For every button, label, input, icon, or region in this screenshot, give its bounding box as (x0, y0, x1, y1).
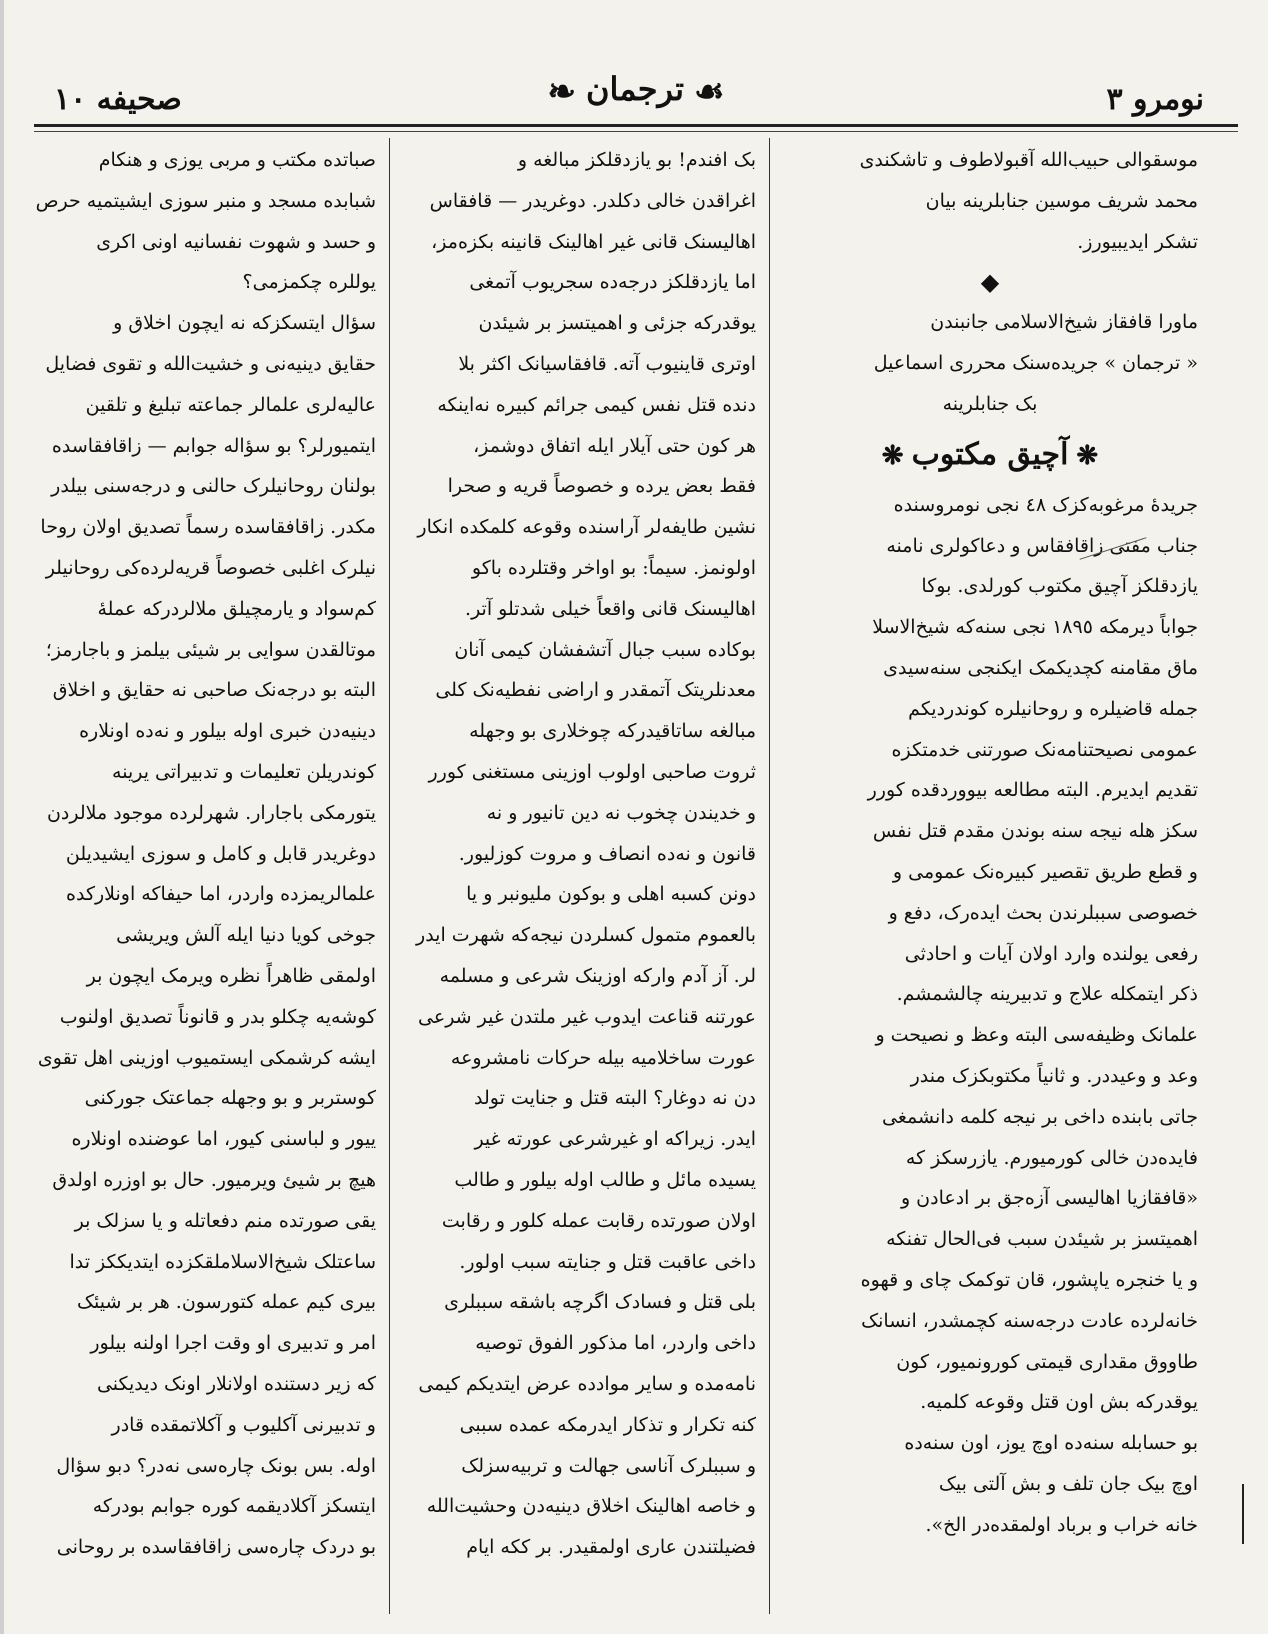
text-line: جاتی بابنده داخی بر نیجه کلمه دانشمغی (882, 1105, 1198, 1128)
text-line: و خاصه اهالینک اخلاق دینیه‌دن وحشیت‌الله (426, 1495, 756, 1518)
text-line: البته بو درجه‌نک صاحبی نه حقایق و اخلاق (52, 679, 376, 702)
text-line: بوکاده سبب جبال آتشفشان کیمی آنان (454, 638, 756, 661)
text-line: دن نه دوغار؟ البته قتل و جنایت تولد (474, 1087, 756, 1110)
text-line: سکز هله نیجه سنه بوندن مقدم قتل نفس (872, 820, 1198, 843)
text-line: جواباً دیرمکه ١٨٩٥ نجی سنه‌که شیخ‌الاسلا (872, 616, 1198, 639)
text-line: یسیده مائل و طالب اوله بیلور و طالب (454, 1168, 756, 1191)
text-line: «قافقازیا اهالیسی آزه‌جق بر ادعادن و (900, 1187, 1198, 1210)
text-line: ذکر ایتمکله علاج و تدبیرینه چالشمشم. (896, 983, 1198, 1006)
text-line: عمومی نصیحتنامه‌نک صورتنی خدمتکزه (891, 738, 1198, 761)
text-line: و خدیندن چخوب نه دین تانیور و نه (486, 801, 756, 824)
column-divider (389, 138, 390, 1614)
text-line: کوستربر و بو وجهله جماعتک جورکنی (84, 1087, 376, 1110)
text-line: علمالریمزده واردر، اما حیفاکه اونلارکده (66, 883, 376, 906)
column-right (774, 140, 1206, 1614)
text-line: بک افندم! بو یازدقلکز مبالغه و (517, 149, 756, 171)
text-line: یقی صورتده منم دفعاتله و یا سزلک بر (74, 1209, 376, 1232)
newspaper-name: ترجمان (585, 70, 685, 108)
text-line: یوللره چکمزمی؟ (242, 271, 376, 294)
text-line: دنده قتل نفس کیمی جرائم کبیره نه‌اینکه (437, 393, 756, 416)
text-line: که زیر دستنده اولانلار اونک دیدیکنی (96, 1372, 376, 1395)
text-line: رفعی یولنده وارد اولان آیات و احادثی (904, 942, 1198, 965)
heading-text: آچیق مکتوب (911, 436, 1069, 472)
text-line: فقط بعض یرده و خصوصاً قریه و صحرا (447, 475, 756, 498)
column-middle (394, 140, 764, 1614)
text-line: جناب مفتی زاقافقاس و دعاکولری نامنه (886, 534, 1198, 557)
text-line: هر کون حتی آیلار ایله اتفاق دوشمز، (473, 434, 756, 457)
issue-number: نومرو ٣ (1106, 82, 1204, 117)
text-line: اولونمز. سیماً: بو اواخر وقتلرده باکو (471, 556, 756, 579)
text-line: « ترجمان » جریده‌سنک محرری اسماعیل (873, 352, 1198, 375)
address-block (782, 302, 1198, 424)
text-line: اغراقدن خالی دکلدر. دوغریدر — قافقاس (429, 189, 756, 212)
heading-ornament-icon: ❋ (881, 440, 904, 471)
text-line: کم‌سواد و یارمچیلق ملالردرکه عملهٔ (97, 597, 376, 620)
text-line: نیلرک اغلبی خصوصاً قریه‌لرده‌کی روحانیلر (45, 556, 376, 579)
article-heading (782, 425, 1198, 485)
text-line: اوله. بس بونک چاره‌سی نه‌در؟ دبو سؤال (56, 1454, 376, 1477)
text-line: کوندریلن تعلیمات و تدبیراتی یرینه (112, 760, 376, 783)
page-number: صحيفه ١٠ (54, 82, 182, 117)
text-line: ایدر. زیراکه او غیرشرعی عورته غیر (474, 1128, 756, 1151)
margin-mark (1242, 1484, 1244, 1544)
text-line: اما یازدقلکز درجه‌ده سجریوب آتمغی (469, 271, 756, 294)
text-line: یوقدرکه جزئی و اهمیتسز بر شیئدن (478, 312, 756, 335)
text-line: و حسد و شهوت نفسانیه اونی اکری (96, 230, 376, 253)
text-line: موتالقدن سوایی بر شیئی بیلمز و باجارمز؛ (45, 638, 376, 661)
text-line: و قطع طریق تقصیر کبیره‌نک عمومی و (892, 860, 1198, 883)
text-line: تقدیم ایدیرم. البته مطالعه بیووردقده کورر (867, 779, 1198, 802)
header-rule-thin (34, 131, 1238, 132)
text-line: اولان صورتده رقابت عمله کلور و رقابت (441, 1209, 756, 1232)
text-line: عورتنه قناعت ایدوب غیر ملتدن غیر شرعی (418, 1005, 756, 1028)
text-line: داخی عاقبت قتل و جنایته سبب اولور. (459, 1250, 756, 1273)
text-line: و یا خنجره یاپشور، قان توکمک چای و قهوه (860, 1268, 1198, 1291)
text-line: ایتسکز آکلادیقمه کوره جوابم بودرکه (92, 1495, 376, 1518)
text-line: و تدبیرنی آکلیوب و آکلاتمقده قادر (111, 1413, 376, 1436)
section-divider-icon: ◆ (980, 268, 1000, 297)
text-line: ییور و لباسنی کیور، اما عوضنده اونلاره (71, 1128, 376, 1151)
text-line: یازدقلکز آچیق مکتوب کورلدی. بوکا (921, 575, 1198, 598)
text-line: سؤال ایتسکزکه نه ایچون اخلاق و (113, 312, 376, 335)
text-line: اهالیسنک قانی واقعاً خیلی شدتلو آتر. (465, 597, 756, 620)
text-line: دینیه‌دن خبری اوله بیلور و نه‌ده اونلاره (79, 720, 376, 743)
text-line: کنه تکرار و تذکار ایدرمکه عمده سببی (459, 1413, 756, 1436)
text-line: شبابده مسجد و منبر سوزی ایشیتمیه حرص (35, 189, 376, 212)
text-line: حقایق دینیه‌نی و خشیت‌الله و تقوی فضایل (45, 352, 376, 375)
text-line: نشین طایفه‌لر آراسنده وقوعه کلمکده انکار (417, 516, 756, 539)
text-line: اهمیتسز بر شیئدن سبب فی‌الحال تفنکه (886, 1228, 1198, 1251)
text-line: ساعتلک شیخ‌الاسلاملقکزده ایتدیککز تدا (69, 1250, 376, 1273)
text-line: علمانک وظیفه‌سی البته وعظ و نصیحت و (875, 1024, 1198, 1047)
text-line: صباتده مکتب و مربی یوزی و هنکام (98, 149, 376, 171)
text-line: نامه‌مده و سایر موادده عرض ایتدیکم کیمی (418, 1372, 756, 1395)
text-line: عالیه‌لری علمالر جماعته تبلیغ و تلقین (85, 393, 376, 416)
text-line: اهالیسنک قانی غیر اهالینک قانینه بکزه‌مز، (431, 230, 756, 253)
header-rule (34, 124, 1238, 127)
text-line: ایشه کرشمکی ایستمیوب اوزینی اهل تقوی (37, 1046, 376, 1069)
masthead (34, 70, 1238, 120)
text-line: موسقوالی حبیب‌الله آقبولاطوف و تاشکندی (859, 149, 1198, 171)
text-line: جریدهٔ مرغوبه‌کزک ٤٨ نجی نومروسنده (893, 493, 1198, 516)
text-line: قانون و نه‌ده انصاف و مروت کوزلیور. (458, 842, 756, 865)
heading-ornament-icon: ❋ (1076, 440, 1099, 471)
text-line: تشکر ایدیبیورز. (1077, 230, 1198, 253)
text-line: بولنان روحانیلرک حالنی و درجه‌سنی بیلدر (51, 475, 376, 498)
text-line: بالعموم متمول کسلردن نیجه‌که شهرت ایدر (416, 924, 756, 947)
text-line: جوخی کویا دنیا ایله آلش ویریشی (116, 924, 376, 947)
text-line: بلی قتل و فسادک اگرچه باشقه سببلری (444, 1291, 756, 1314)
text-line: ماورا قافقاز شیخ‌الاسلامی جانبندن (930, 311, 1198, 334)
text-line: محمد شریف موسین جنابلرینه بیان (925, 189, 1198, 212)
text-line: طاووق مقداری قیمتی کورونمیور، کون (896, 1350, 1198, 1373)
text-line: دونن کسبه اهلی و بوکون ملیونبر و یا (466, 883, 756, 906)
text-line: جمله قاضیلره و روحانیلره کوندردیکم (908, 697, 1198, 720)
text-line: عورت ساخلامیه بیله حرکات نامشروعه (450, 1046, 756, 1069)
column-left (22, 140, 384, 1614)
text-line: ثروت صاحبی اولوب اوزینی مستغنی کورر (428, 760, 756, 783)
newspaper-title (526, 70, 746, 112)
text-line: معدنلریتک آتمقدر و اراضی نفطیه‌نک کلی (435, 679, 756, 702)
text-line: اوتری قاینیوب آته. قافقاسیانک اکثر بلا (458, 352, 756, 375)
text-line: مبالغه ساتاقیدرکه چوخلاری بو وجهله (469, 720, 756, 743)
text-line: خانه‌لرده عادت درجه‌سنه کچمشدر، انسانک (861, 1309, 1198, 1332)
text-line: امر و تدبیری او وقت اجرا اولنه بیلور (90, 1332, 376, 1355)
text-line: لر. آز آدم وارکه اوزینک شرعی و مسلمه (439, 964, 756, 987)
text-line: خانه خراب و برباد اولمقده‌در الخ». (925, 1513, 1198, 1536)
text-line: ماق مقامنه کچدیکمک ایکنجی سنه‌سیدی (883, 656, 1198, 679)
text-line: خصوصی سببلرندن بحث ایده‌رک، دفع و (888, 901, 1198, 924)
text-line: فضیلتندن عاری اولمقیدر. بر ککه ایام (466, 1536, 756, 1559)
text-line: فایده‌دن خالی کورمیورم. یازرسکز که (905, 1146, 1198, 1169)
text-line: و سببلرک آناسی جهالت و تربیه‌سزلک (461, 1454, 756, 1477)
text-line: مکدر. زاقافقاسده رسماً تصدیق اولان روحا (40, 516, 376, 539)
article-body (782, 485, 1198, 1546)
text-line: وعد و وعیددر. و ثانیاً مکتوبکزک مندر (910, 1064, 1198, 1087)
text-line: بو دردک چاره‌سی زاقافقاسده بر روحانی (56, 1536, 376, 1559)
text-line: هیچ بر شیئ ویرمیور. حال بو اوزره اولدق (52, 1168, 376, 1191)
text-line: بو حسابله سنه‌ده اوچ یوز، اون سنه‌ده (904, 1432, 1198, 1455)
text-line: ایتمیورلر؟ بو سؤاله جوابم — زاقافقاسده (51, 434, 376, 457)
text-line: یتورمکی باجارار. شهرلرده موجود ملالردن (46, 801, 376, 824)
text-line: اوچ بیک جان تلف و بش آلتی بیک (938, 1472, 1198, 1495)
text-line: دوغریدر قابل و کامل و سوزی ایشیدیلن (65, 842, 376, 865)
title-ornament-right-icon: ☙ (694, 71, 725, 112)
text-line: داخی واردر، اما مذکور الفوق توصیه (475, 1332, 756, 1355)
text-line: بیری کیم عمله کتورسون. هر بر شیئک (77, 1291, 376, 1314)
text-line: بک جنابلرینه (942, 392, 1038, 415)
column-divider (769, 138, 770, 1614)
intro-block (782, 140, 1198, 262)
text-line: یوقدرکه بش اون قتل وقوعه کلمیه. (920, 1391, 1198, 1414)
text-line: اولمقی ظاهراً نظره ویرمک ایچون بر (86, 964, 376, 987)
text-line: کوشه‌یه چکلو بدر و قانوناً تصدیق اولنوب (59, 1005, 376, 1028)
title-ornament-left-icon: ❧ (547, 71, 576, 112)
